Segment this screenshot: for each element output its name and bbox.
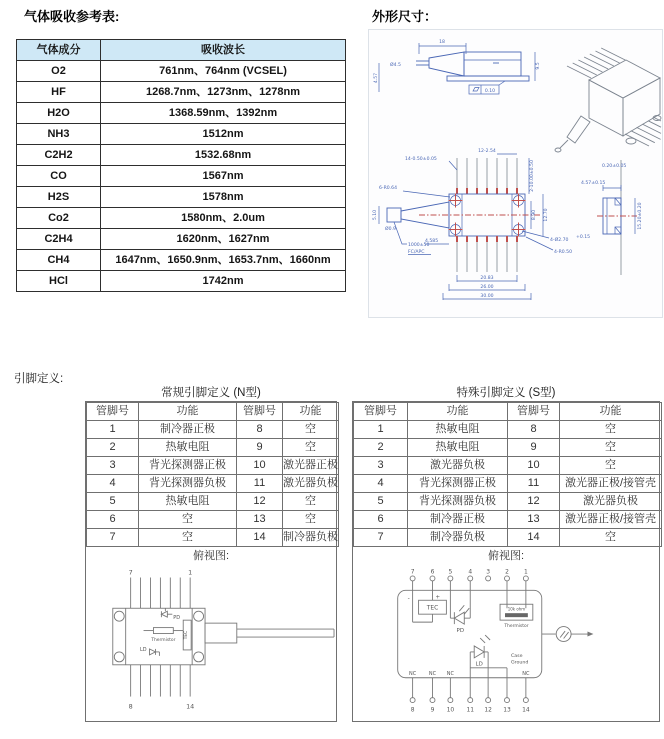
- table-header-row: [354, 403, 662, 421]
- table-row: [17, 250, 346, 271]
- table-cell: 空: [139, 529, 237, 547]
- table-cell: 1532.68nm: [101, 145, 346, 166]
- table-cell: 激光器负极: [408, 457, 508, 475]
- top-view: [372, 148, 590, 300]
- column-header-wavelength: 吸收波长: [101, 40, 346, 61]
- table-cell: C2H2: [17, 145, 101, 166]
- table-cell: 13: [508, 511, 560, 529]
- table-cell: 激光器正极/接管壳: [560, 511, 662, 529]
- table-cell: 8: [508, 421, 560, 439]
- s-pd: [450, 581, 470, 634]
- table-row: [354, 529, 662, 547]
- table-row: [87, 475, 339, 493]
- outline-drawing-panel: [368, 29, 663, 318]
- pin-number-label: 4: [468, 568, 473, 576]
- column-header-gas: 气体成分: [17, 40, 101, 61]
- n-type-box: [85, 401, 337, 722]
- table-cell: 背光探测器正极: [139, 457, 237, 475]
- dim-hole-dia: 4-Ø2.70: [550, 238, 569, 243]
- table-cell: 空: [283, 511, 339, 529]
- table-cell: 空: [560, 529, 662, 547]
- table-cell: 12: [508, 493, 560, 511]
- table-row: [17, 187, 346, 208]
- table-row: [354, 457, 662, 475]
- table-cell: 1578nm: [101, 187, 346, 208]
- n-type-pin-table: [86, 402, 339, 547]
- table-cell: 空: [560, 439, 662, 457]
- table-row: [354, 511, 662, 529]
- table-cell: 7: [354, 529, 408, 547]
- table-cell: 5: [87, 493, 139, 511]
- s-type-block: [352, 385, 660, 722]
- nc-label: NC: [446, 670, 454, 677]
- pin-number-label: 1: [523, 568, 528, 576]
- thermistor-value: 10k ohm: [507, 606, 526, 612]
- table-cell: 激光器正极/接管壳: [560, 475, 662, 493]
- dim-pin-pitch: 12-2.54: [478, 149, 496, 154]
- pin-section-title: 引脚定义:: [14, 373, 64, 385]
- dim-side-total-height: 9.5: [536, 62, 541, 70]
- table-cell: C2H4: [17, 229, 101, 250]
- s-type-box: [352, 401, 660, 722]
- thermistor-label: Thermistor: [504, 624, 529, 630]
- pd-label: PD: [456, 628, 465, 635]
- dim-flatness: 0.10: [484, 89, 496, 94]
- dim-end-depth: 4.57±0.15: [581, 181, 606, 186]
- table-cell: Co2: [17, 208, 101, 229]
- table-row: [17, 82, 346, 103]
- tec-plus: +: [435, 594, 441, 601]
- table-cell: 11: [237, 475, 283, 493]
- table-cell: 1567nm: [101, 166, 346, 187]
- dim-end-height: 15.20±0.20: [638, 202, 643, 230]
- table-cell: 激光器正极: [283, 457, 339, 475]
- table-row: [17, 61, 346, 82]
- dim-width-total: 30.00: [480, 294, 494, 299]
- table-cell: 2: [354, 439, 408, 457]
- pin-number-label: 8: [410, 706, 415, 714]
- s-ld: [470, 635, 507, 698]
- table-cell: 7: [87, 529, 139, 547]
- table-cell: 空: [560, 421, 662, 439]
- dim-fiber-dia: Ø0.9: [385, 227, 396, 232]
- dim-flange-radius: 4-R0.50: [554, 250, 573, 255]
- pd-label: PD: [173, 615, 181, 622]
- table-row: [87, 529, 339, 547]
- dim-connector: FC/APC: [408, 250, 425, 255]
- table-cell: 背光探测器负极: [139, 475, 237, 493]
- table-cell: 空: [139, 511, 237, 529]
- table-cell: 6: [354, 511, 408, 529]
- table-cell: HCl: [17, 271, 101, 292]
- table-cell: 热敏电阻: [139, 439, 237, 457]
- table-cell: 1580nm、2.0um: [101, 208, 346, 229]
- table-cell: 1620nm、1627nm: [101, 229, 346, 250]
- column-header-function: 功能: [560, 403, 662, 421]
- s-type-topview-diagram: [353, 564, 659, 716]
- table-row: [17, 208, 346, 229]
- outline-section-title: 外形尺寸：: [372, 9, 438, 24]
- nc-label: NC: [428, 670, 437, 677]
- table-row: [17, 145, 346, 166]
- pin-number-label: 7: [128, 568, 133, 577]
- gas-section-title: 气体吸收参考表:: [24, 9, 120, 24]
- table-row: [17, 103, 346, 124]
- table-cell: 1512nm: [101, 124, 346, 145]
- table-cell: 空: [283, 439, 339, 457]
- table-cell: H2O: [17, 103, 101, 124]
- table-row: [17, 166, 346, 187]
- dim-corner-radius: 6-R0.64: [379, 186, 398, 191]
- s-type-title: 特殊引脚定义 (S型): [456, 387, 556, 399]
- dim-pin-width: 14-0.50±0.05: [405, 157, 437, 162]
- pin-number-label: 3: [486, 568, 491, 576]
- table-cell: 热敏电阻: [408, 421, 508, 439]
- table-cell: 761nm、764nm (VCSEL): [101, 61, 346, 82]
- dim-hole-dia-tol: +0.15: [576, 235, 591, 240]
- table-cell: 10: [508, 457, 560, 475]
- pin-number-label: 9: [430, 706, 435, 714]
- n-type-topview-diagram: [86, 564, 336, 716]
- pin-number-label: 7: [410, 568, 415, 576]
- dim-nose-length: 4.585: [425, 239, 439, 244]
- table-cell: CH4: [17, 250, 101, 271]
- pin-number-label: 2: [505, 568, 509, 576]
- table-cell: 背光探测器负极: [408, 493, 508, 511]
- s-top-pins: [410, 568, 528, 580]
- table-row: [87, 421, 339, 439]
- table-cell: H2S: [17, 187, 101, 208]
- table-cell: 4: [87, 475, 139, 493]
- table-cell: 激光器负极: [560, 493, 662, 511]
- s-type-pin-table: [353, 402, 662, 547]
- dim-end-thickness: 0.20±0.05: [602, 164, 627, 169]
- ld-label: LD: [139, 646, 147, 653]
- s-bottom-pins: [410, 698, 530, 714]
- s-topview-label: 俯视图:: [487, 550, 525, 562]
- pin-number-label: 6: [430, 568, 435, 576]
- dim-fiber-length: 1000±50: [408, 243, 430, 248]
- table-cell: 1742nm: [101, 271, 346, 292]
- n-topview-label: 俯视图:: [192, 550, 230, 562]
- table-cell: 制冷器负极: [408, 529, 508, 547]
- case-ground-label: Ground: [510, 660, 529, 666]
- dim-inner-height: 8.90: [532, 209, 537, 221]
- table-cell: 热敏电阻: [139, 493, 237, 511]
- table-cell: 激光器负极: [283, 475, 339, 493]
- pin-number-label: 5: [448, 568, 453, 576]
- table-cell: 2: [87, 439, 139, 457]
- table-cell: 4: [354, 475, 408, 493]
- table-cell: O2: [17, 61, 101, 82]
- isometric-view: [555, 48, 661, 152]
- table-cell: 9: [508, 439, 560, 457]
- s-nc-labels: [409, 671, 530, 698]
- thermistor-label: Thermistor: [151, 637, 176, 643]
- table-row: [87, 457, 339, 475]
- column-header-pin: 管脚号: [354, 403, 408, 421]
- s-thermistor: [500, 581, 533, 629]
- tec-minus: -: [407, 595, 410, 603]
- dim-side-width: 18: [439, 40, 445, 45]
- table-cell: 10: [237, 457, 283, 475]
- table-cell: 5: [354, 493, 408, 511]
- table-cell: 空: [283, 421, 339, 439]
- pin-number-label: 8: [128, 702, 133, 711]
- column-header-function: 功能: [408, 403, 508, 421]
- table-row: [354, 421, 662, 439]
- dim-side-fiber-dia: Ø4.5: [390, 63, 401, 68]
- table-row: [354, 439, 662, 457]
- pin-number-label: 11: [466, 706, 475, 714]
- n-type-table-body: [87, 421, 339, 547]
- table-cell: 空: [560, 457, 662, 475]
- table-cell: 制冷器正极: [408, 511, 508, 529]
- table-row: [87, 439, 339, 457]
- table-cell: 9: [237, 439, 283, 457]
- pin-number-label: 14: [522, 706, 530, 714]
- dim-width-pins: 20.83: [480, 276, 494, 281]
- n-type-title: 常规引脚定义 (N型): [161, 387, 261, 399]
- dim-pin-length: 2-10.00±0.50: [530, 160, 535, 192]
- table-cell: 1368.59nm、1392nm: [101, 103, 346, 124]
- gas-table-body: [17, 61, 346, 292]
- s-type-table-body: [354, 421, 662, 547]
- fiber-output-symbol: [542, 627, 594, 642]
- table-row: [87, 511, 339, 529]
- table-cell: 13: [237, 511, 283, 529]
- table-row: [354, 493, 662, 511]
- nc-label: NC: [409, 670, 417, 677]
- gas-absorption-table: [16, 39, 346, 292]
- column-header-function: 功能: [283, 403, 339, 421]
- column-header-pin: 管脚号: [237, 403, 283, 421]
- table-cell: 3: [354, 457, 408, 475]
- table-cell: 1: [87, 421, 139, 439]
- table-cell: 制冷器负极: [283, 529, 339, 547]
- table-cell: 6: [87, 511, 139, 529]
- dim-body-height: 12.70: [544, 208, 549, 222]
- nc-label: NC: [522, 670, 530, 677]
- table-cell: 1647nm、1650.9nm、1653.7nm、1660nm: [101, 250, 346, 271]
- table-row: [17, 271, 346, 292]
- table-cell: CO: [17, 166, 101, 187]
- tec-label: TEC: [426, 604, 439, 612]
- dim-boot-height: 5.10: [373, 209, 378, 221]
- pin-number-label: 14: [186, 702, 195, 711]
- end-view: [581, 160, 643, 275]
- side-view: [373, 39, 541, 94]
- dim-width-body: 26.00: [480, 285, 494, 290]
- table-header-row: [17, 40, 346, 61]
- table-cell: 3: [87, 457, 139, 475]
- s-tec: [408, 581, 447, 622]
- pin-number-label: 1: [188, 568, 193, 577]
- table-cell: 8: [237, 421, 283, 439]
- outline-drawing: [369, 30, 662, 317]
- column-header-pin: 管脚号: [508, 403, 560, 421]
- case-ground-label: Case: [510, 653, 523, 659]
- column-header-function: 功能: [139, 403, 237, 421]
- table-row: [87, 493, 339, 511]
- table-cell: 14: [508, 529, 560, 547]
- table-header-row: [87, 403, 339, 421]
- ld-label: LD: [475, 661, 483, 668]
- table-cell: 11: [508, 475, 560, 493]
- pin-number-label: 13: [503, 706, 511, 714]
- pin-number-label: 10: [446, 706, 455, 714]
- table-cell: 12: [237, 493, 283, 511]
- table-cell: 热敏电阻: [408, 439, 508, 457]
- table-row: [354, 475, 662, 493]
- table-cell: 空: [283, 493, 339, 511]
- dim-side-height: 4.57: [374, 72, 379, 84]
- table-row: [17, 229, 346, 250]
- n-type-block: [85, 385, 337, 722]
- pin-number-label: 12: [484, 706, 492, 714]
- table-cell: 14: [237, 529, 283, 547]
- table-cell: 制冷器正极: [139, 421, 237, 439]
- column-header-pin: 管脚号: [87, 403, 139, 421]
- table-cell: 1268.7nm、1273nm、1278nm: [101, 82, 346, 103]
- table-cell: 1: [354, 421, 408, 439]
- table-cell: 背光探测器正极: [408, 475, 508, 493]
- table-cell: HF: [17, 82, 101, 103]
- tec-label: TEC: [184, 630, 190, 640]
- table-cell: NH3: [17, 124, 101, 145]
- table-row: [17, 124, 346, 145]
